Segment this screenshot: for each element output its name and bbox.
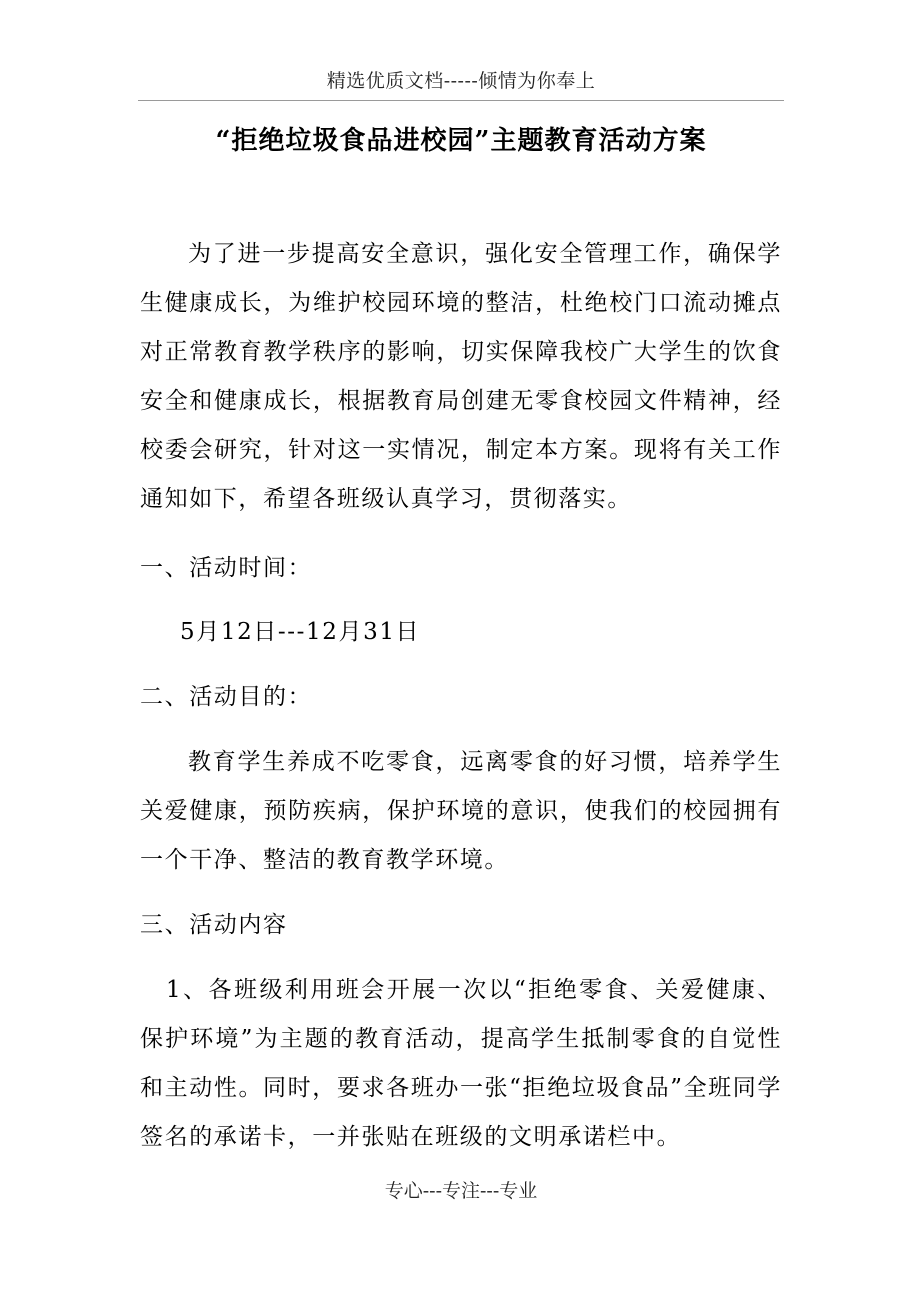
document-title: “拒绝垃圾食品进校园”主题教育活动方案	[215, 126, 707, 156]
section-heading-content: 三、活动内容	[140, 912, 288, 938]
header-divider	[138, 100, 784, 101]
page-header: 精选优质文档-----倾情为你奉上	[326, 70, 596, 92]
section-heading-time: 一、活动时间：	[140, 555, 313, 581]
section-heading-purpose: 二、活动目的：	[140, 684, 313, 710]
page-footer: 专心---专注---专业	[384, 1180, 538, 1202]
section-body-time: 5月12日---12月31日	[180, 619, 421, 645]
section-body-purpose: 教育学生养成不吃零食，远离零食的好习惯，培养学生关爱健康，预防疾病，保护环境的意识，使我们的校园拥有一个干净、整洁的教育教学环境。	[140, 749, 782, 873]
intro-paragraph: 为了进一步提高安全意识，强化安全管理工作，确保学生健康成长，为维护校园环境的整洁，杜绝校门口流动摊点对正常教育教学秩序的影响，切实保障我校广大学生的饮食安全和健康成长，根据教育局创建无零食校园文件精神，经校委会研究，针对这一实情况，制定本方案。现将有关工作通知如下，希望各班级认真学习，贯彻落实。	[140, 241, 782, 512]
section-body-content: 1、各班级利用班会开展一次以“拒绝零食、关爱健康、保护环境”为主题的教育活动，提高学生抵制零食的自觉性和主动性。同时，要求各班办一张“拒绝垃圾食品”全班同学签名的承诺卡，一并张贴在班级的文明承诺栏中。	[140, 977, 782, 1150]
